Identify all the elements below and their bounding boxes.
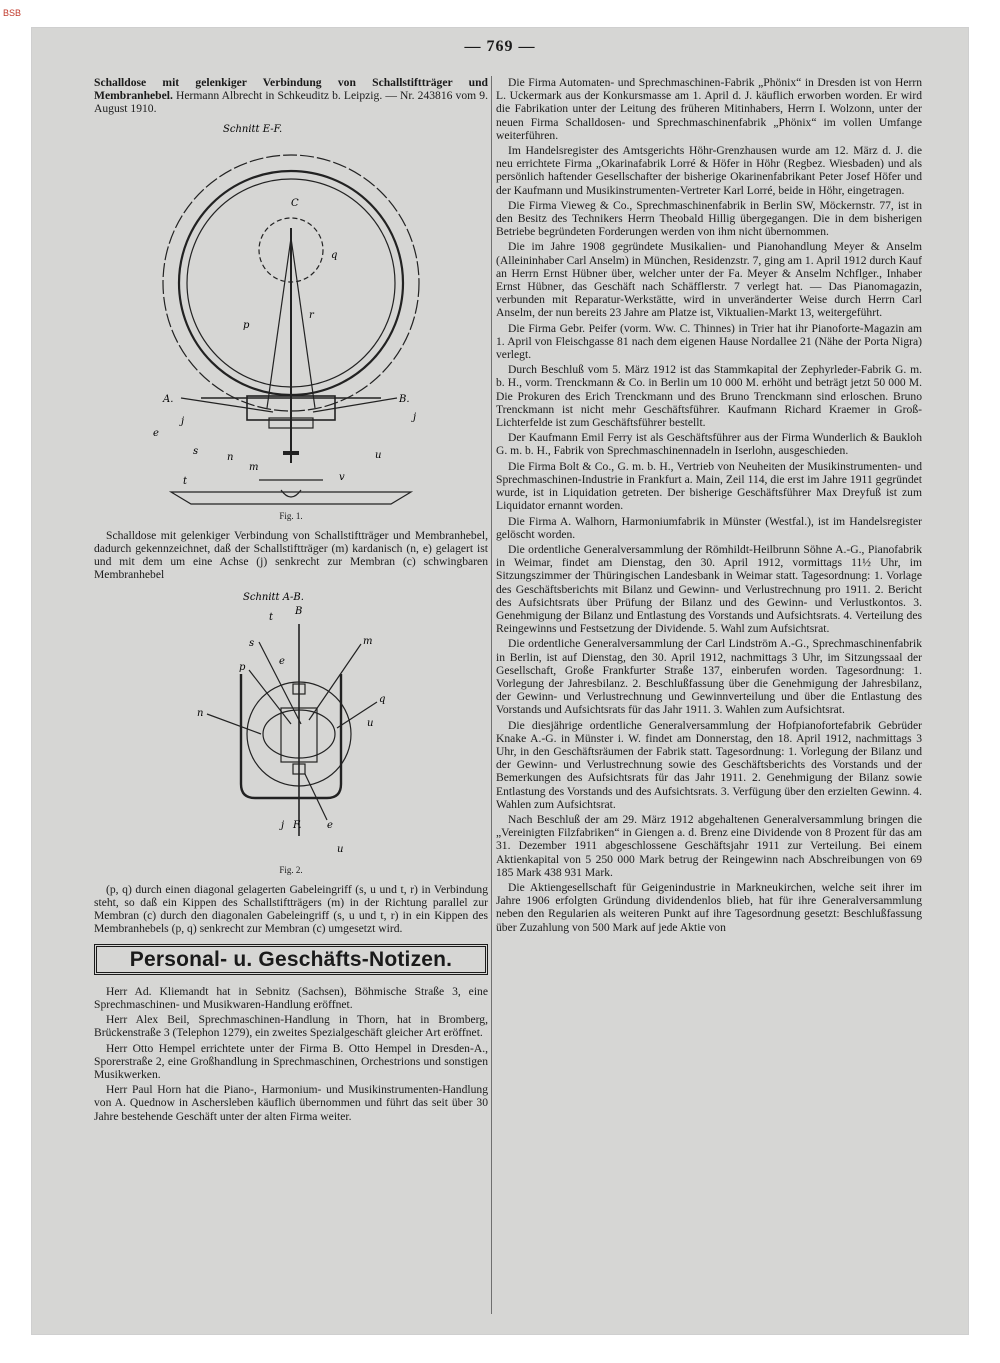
label-line-b bbox=[313, 398, 397, 412]
patent-title: Schalldose mit gelenkiger Verbindung von Schallstiftträger und Membranhebel. bbox=[94, 76, 488, 103]
lever-left bbox=[267, 238, 291, 408]
right-column bbox=[496, 76, 922, 936]
fig1-label-p: p bbox=[243, 319, 250, 331]
fig1-label-a: A. bbox=[163, 393, 174, 405]
notice-kliemandt: Herr Ad. Kliemandt hat in Sebnitz (Sachsen), Böhmische Straße 3, eine Sprechmaschinen- und Musikwaren-Handlung eröffnet. bbox=[94, 984, 488, 1012]
notice-hempel: Herr Otto Hempel errichtete unter der Firma B. Otto Hempel in Dresden-A., Sporerstraße 2, eine Großhandlung in Sprechmaschinen, Orchestrions und sonstigen Musikwerken. bbox=[94, 1041, 488, 1082]
claim-text-1: Schalldose mit gelenkiger Verbindung von Schallstiftträger und Membranhebel, dadurch gekennzeichnet, daß der Schallstiftträger (m) kardanisch (n, e) gelagert ist und mit dem um eine Achse (j) senkrecht zur Membran (c) schwingbaren Membranhebel bbox=[94, 528, 488, 582]
fig1-label-j: j bbox=[413, 411, 417, 423]
fig1-label-q: q bbox=[331, 249, 338, 261]
fig1-heading: Schnitt E-F. bbox=[223, 123, 283, 135]
fig2-label-t: t bbox=[269, 611, 274, 623]
label-line-n bbox=[207, 714, 261, 734]
fig2-label-e2: e bbox=[327, 819, 333, 831]
notice-geigenindustrie: Die Aktiengesellschaft für Geigenindustrie in Markneukirchen, welche seit ihrer im Jahre 1906 erfolgten Gründung dividendenlos blieb, hat für ihre Generalversammlung neben den Regularien als weiteren Punkt auf ihre Tagesordnung gesetzt: Beschlußfassung über Zuzahlung von 500 Mark auf jede Aktie von bbox=[496, 880, 922, 934]
notice-vieweg: Die Firma Vieweg & Co., Sprechmaschinenfabrik in Berlin SW, Möckernstr. 77, ist in den Besitz des Technikers Herrn Theobald Hillig übergegangen. Die in dem bisherigen Betriebe begründeten Forderungen werden von ihm nicht übernommen. bbox=[496, 198, 922, 239]
notice-roemhildt: Die ordentliche Generalversammlung der Römhildt-Heilbrunn Söhne A.-G., Pianofabrik in Weimar, findet am Dienstag, den 30. April 1912, vormittags 11½ Uhr, im Sitzungszimmer der Thüringischen Landesbank in Weimar statt. Tagesordnung: 1. Vorlage des Geschäftsberichts mit Bilanz und Gewinn- und Verlustrechnung pro 1911. 2. Bericht des Aufsichtsrats über Prüfung der Bilanz und des Gewinn- und Verlustkontos. 3. Genehmigung der Bilanz und Entlastung des Vorstands und Aufsichtsrats. 4. Verteilung des Reingewinns und Festsetzung der Dividende. 5. Wahl zum Aufsichtsrat. bbox=[496, 542, 922, 636]
fig2-label-p: p bbox=[239, 661, 246, 673]
notice-knake: Die diesjährige ordentliche Generalversammlung der Hofpianofortefabrik Gebrüder Knake A.-G. in Münster i. W. findet am Donnerstag, den 18. April 1912, nachmittags 3 Uhr, in den Geschäftsräumen der Fabrik statt. Tagesordnung: 1. Vorlegung der Bilanz und der Gewinn- und Verlustrechnung sowie des Geschäftsberichts des Vorstands und der Bemerkungen des Aufsichtsrats für das Jahr 1911. 2. Genehmigung der Bilanz sowie Entlastung des Vorstands und des Aufsichtsrats. 3. Verfügung über den erzielten Gewinn. 4. Wahlen zum Aufsichtsrat. bbox=[496, 718, 922, 811]
notice-okarina: Im Handelsregister des Amtsgerichts Höhr-Grenzhausen wurde am 12. März d. J. die neu errichtete Firma „Okarinafabrik Lorré & Höfer in Höhr (Regbez. Wiesbaden) und als persönlich haftender Gesellschafter der bisherige Okarinenfabrikant Peter Josef Höfer und der Kaufmann und Musikinstrumenten-Vertreter Karl Lorré, beide in Höhr, eingetragen. bbox=[496, 144, 922, 197]
fig1-label-r: r bbox=[309, 309, 314, 321]
claim-text-2: (p, q) durch einen diagonal gelagerten Gabeleingriff (s, u und t, r) in Verbindung steht, so daß ein Kippen des Schallstiftträgers (m) in der Richtung parallel zur Membran (c) durch den diagonalen Gabeleingriff (s, u und t, r) in ein Kippen des Membranhebels (p, q) senkrecht zur Membran (c) umgesetzt wird. bbox=[94, 882, 488, 936]
fig1-label-v: v bbox=[339, 471, 345, 483]
fig2-label-s: s bbox=[249, 637, 255, 649]
fig2-label-u: u bbox=[367, 717, 374, 729]
notice-walhorn: Die Firma A. Walhorn, Harmoniumfabrik in Münster (Westfal.), ist im Handelsregister gelöscht worden. bbox=[496, 514, 922, 541]
notice-beil: Herr Alex Beil, Sprechmaschinen-Handlung in Thorn, hat in Bromberg, Brückenstraße 3 (Telephon 1279), ein zweites Spezialgeschäft gleicher Art eröffnet. bbox=[94, 1013, 488, 1040]
notice-horn: Herr Paul Horn hat die Piano-, Harmonium- und Musikinstrumenten-Handlung von A. Quednow in Aschersleben käuflich übernommen und führt das seit über 30 Jahre bestehende Geschäft unter der alten Firma weiter. bbox=[94, 1083, 488, 1123]
fig2-label-e: e bbox=[279, 655, 285, 667]
notice-zephyrleder: Durch Beschluß vom 5. März 1912 ist das Stammkapital der Zephyrleder-Fabrik G. m. b. H., vorm. Trenckmann & Co. in Berlin um 10 000 M. erhöht und beträgt jetzt 50 000 M. Die Prokuren des Erich Trenckmann und des Bruno Trenckmann sind erloschen. Bruno Trenckmann ist nicht mehr Geschäftsführer. Kaufmann Richard Kraemer in Groß-Lichterfelde ist zum Geschäftsführer bestellt. bbox=[496, 363, 922, 430]
left-column bbox=[94, 76, 488, 1125]
fig2-label-q: q bbox=[379, 693, 386, 705]
library-mark: BSB bbox=[3, 8, 22, 18]
fig2-label-b: B bbox=[295, 605, 303, 617]
fig1-label-s: s bbox=[193, 445, 199, 457]
notice-filzfabriken: Nach Beschluß der am 29. März 1912 abgehaltenen Generalversammlung bringen die „Vereinigten Filzfabriken“ in Giengen a. d. Brenz eine Dividende von 8 Prozent für das am 31. Dezember 1911 abgeschlossene Geschäftsjahr 1911 zur Verteilung. Bei einem Aktienkapital von 5 250 000 Mark betrug der Reingewinn nach Abschreibungen von 69 185 Mark 438 931 Mark. bbox=[496, 812, 922, 879]
fig1-label-c: C bbox=[291, 197, 299, 209]
fig1-label-m: m bbox=[249, 461, 259, 473]
fig1-label-j2: j bbox=[181, 415, 185, 427]
fig1-label-e: e bbox=[153, 427, 159, 439]
fig2-heading: Schnitt A-B. bbox=[243, 591, 304, 603]
housing-u bbox=[241, 674, 341, 798]
stylus-tip bbox=[281, 490, 301, 497]
fig2-label-u2: u bbox=[337, 843, 344, 855]
fig1-label-u: u bbox=[375, 449, 382, 461]
fig2-label-j: j bbox=[281, 819, 285, 831]
notice-bolt: Die Firma Bolt & Co., G. m. b. H., Vertrieb von Neuheiten der Musikinstrumenten- und Sprechmaschinen-Industrie in Frankfurt a. Main, Zeil 114, die erst im Jahre 1911 gegründet wurde, ist in Liquidation getreten. Der bisherige Geschäftsführer Max Dreyfuß ist zum Liquidator ernannt worden. bbox=[496, 459, 922, 513]
notice-lindstroem: Die ordentliche Generalversammlung der Carl Lindström A.-G., Sprechmaschinenfabrik in Berlin, ist auf Dienstag, den 30. April 1912, nachmittags 3 Uhr, im Sitzungssaal der Gesellschaft, Große Frankfurter Straße 137, einberufen worden. Tagesordnung: 1. Vorlegung der Jahresbilanz. 2. Beschlußfassung über die Genehmigung der Jahresbilanz, der Gewinn- und Verlustrechnung und Gewinnverteilung und über die Entlastung des Vorstands und Aufsichtsrats für das Jahr 1911. 3. Wahlen zum Aufsichtsrat. bbox=[496, 637, 922, 717]
notice-peifer: Die Firma Gebr. Peifer (vorm. Ww. C. Thinnes) in Trier hat ihr Pianoforte-Magazin am 1. April von Fleischgasse 81 nach dem eigenen Hause Nordallee 21 (Nähe der Porta Nigra) verlegt. bbox=[496, 321, 922, 362]
fig1-label-n: n bbox=[227, 451, 234, 463]
label-line-a bbox=[181, 398, 273, 412]
fig1-label-b: B. bbox=[399, 393, 410, 405]
figure-1 bbox=[141, 118, 441, 508]
notice-ferry: Der Kaufmann Emil Ferry ist als Geschäftsführer aus der Firma Wunderlich & Baukloh G. m. b. H., Fabrik von Sprechmaschinennadeln in Iserlohn, ausgeschieden. bbox=[496, 431, 922, 458]
label-line-s bbox=[259, 642, 301, 724]
column-divider bbox=[491, 76, 492, 1314]
patent-meta: Hermann Albrecht in Schkeuditz b. Leipzig. — Nr. 243816 vom 9. August 1910. bbox=[94, 89, 488, 116]
base-plate bbox=[171, 492, 411, 504]
page-number: — 769 — bbox=[464, 38, 536, 55]
label-line-p bbox=[249, 670, 291, 724]
fig2-label-f: F. bbox=[293, 819, 302, 831]
notice-meyer-anselm: Die im Jahre 1908 gegründete Musikalien- und Pianohandlung Meyer & Anselm (Alleininhaber Carl Anselm) in München, Residenzstr. 7, ging am 1. April 1912 durch Kauf an Herrn Ernst Hübner über, welcher unter der Fa. Meyer & Anselm Nchflger., Inhaber Ernst Hübner, das Geschäft nach Schäfflerstr. 7 verlegt hat. — Das Pianomagazin, verbunden mit Reparatur-Werkstätte, wird in unveränderter Weise durch Herrn Carl Anselm, der nun bereits 23 Jahre am Platze ist, Viktualien-Markt 13, weitergeführt. bbox=[496, 240, 922, 320]
fig2-caption: Fig. 2. bbox=[279, 864, 303, 875]
label-line-m bbox=[309, 644, 361, 720]
lever-right bbox=[291, 238, 315, 408]
fig2-label-n: n bbox=[197, 707, 204, 719]
figure-2 bbox=[141, 584, 441, 862]
patent-entry bbox=[94, 76, 488, 116]
fig2-label-m: m bbox=[363, 635, 373, 647]
section-banner: Personal- u. Geschäfts-Notizen. bbox=[94, 944, 488, 975]
notice-phoenix: Die Firma Automaten- und Sprechmaschinen-Fabrik „Phönix“ in Dresden ist von Herrn L. Uckermark aus der Konkursmasse am 1. April d. J. käuflich erworben worden. Er wird die Fabrikation unter der Leitung des früheren Mitinhabers, Herrn I. Wolzonn, unter der neuen Firma Schalldosen- und Sprechmaschinenfabrik „Phönix“ im vollen Umfange weiterführen. bbox=[496, 76, 922, 142]
scanned-page bbox=[32, 28, 968, 1334]
fig1-caption: Fig. 1. bbox=[279, 510, 303, 521]
fig1-label-t: t bbox=[183, 475, 188, 487]
